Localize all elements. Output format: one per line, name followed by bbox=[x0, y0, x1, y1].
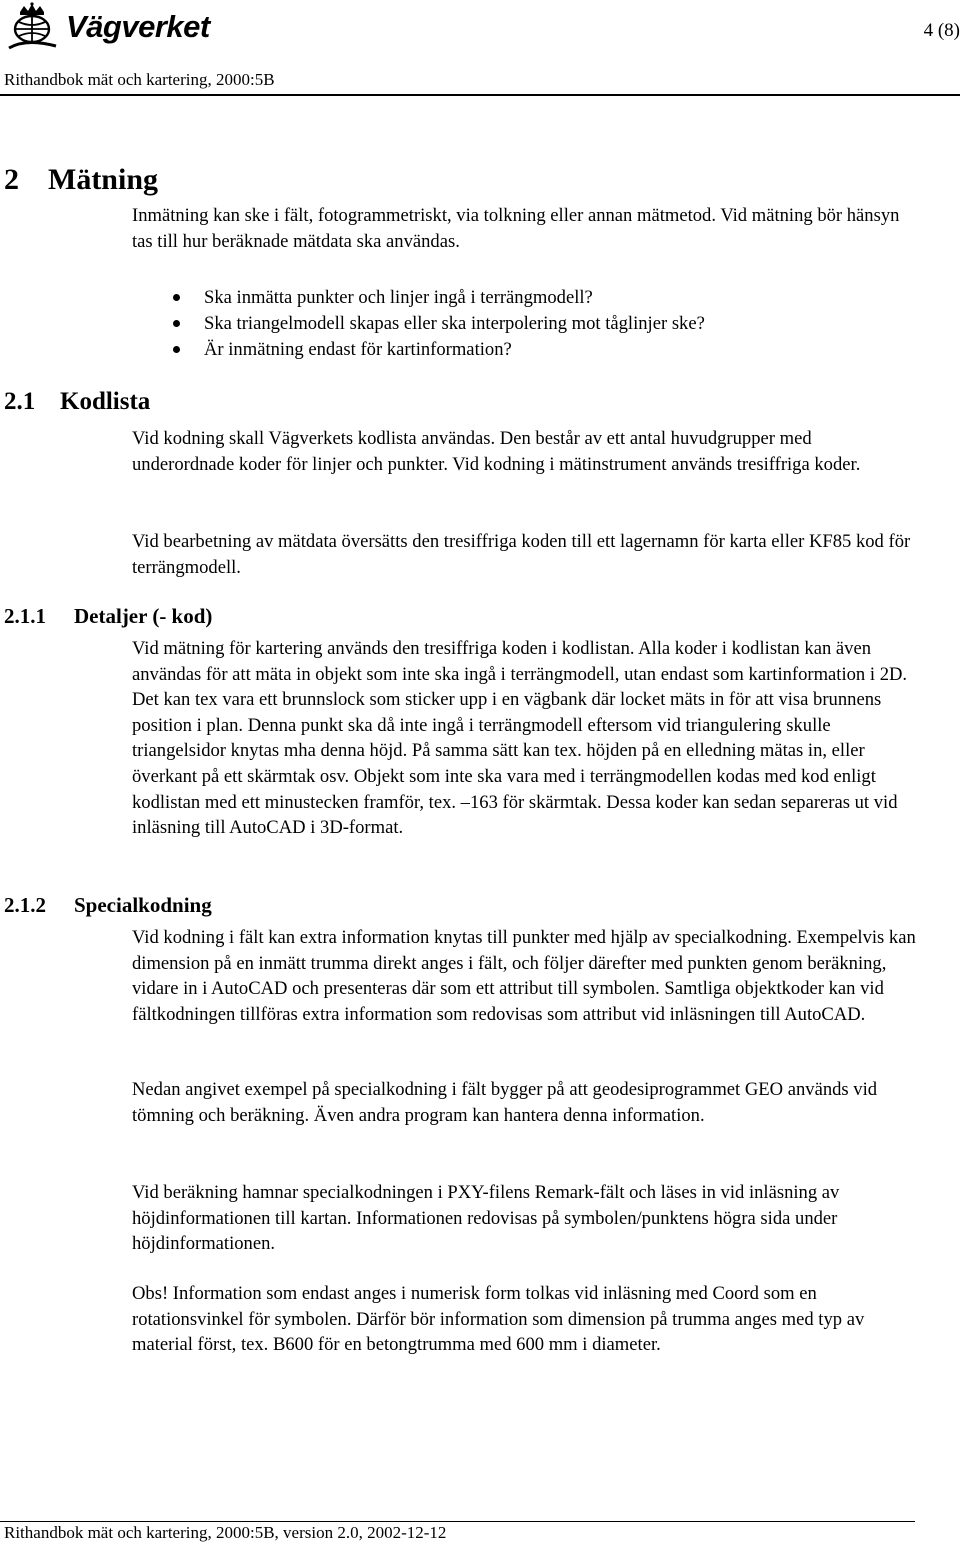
header-divider bbox=[0, 94, 960, 96]
bullet-icon bbox=[173, 320, 180, 327]
list-item: Är inmätning endast för kartinformation? bbox=[132, 337, 705, 363]
vagverket-logo bbox=[6, 2, 221, 52]
heading-section-2-1-1 bbox=[4, 604, 212, 629]
paragraph: Vid kodning skall Vägverkets kodlista användas. Den består av ett antal huvudgrupper med underordnade koder för linjer och punkter. Vid kodning i mätinstrument används tresiffriga koder. bbox=[132, 428, 861, 475]
page-number: 4 (8) bbox=[923, 20, 960, 41]
heading-section-2-1 bbox=[4, 388, 150, 416]
heading-title: Kodlista bbox=[60, 388, 151, 415]
paragraph: Vid kodning i fält kan extra information knytas till punkter med hjälp av specialkodning. Exempelvis kan dimension på en inmätt trumma direkt anges i fält, och följer därefter med punkten genom beräkning, vidare in i AutoCAD och presenteras där som ett attribut till symbolen. Samtliga objektkoder kan vid fältkodningen tillföras extra information som redovisas som attribut vid inläsningen till AutoCAD. bbox=[132, 927, 916, 1025]
paragraph: Vid mätning för kartering används den tresiffriga koden i kodlistan. Alla koder i kodlistan kan även användas för att mäta in objekt som inte ska ingå i terrängmodell, utan endast som kartinformation i 2D. Det kan tex vara ett brunnslock som sticker upp i en vägbank där locket mäts in för att visa brunnens position i plan. Denna punkt ska då inte ingå i terrängmodell eftersom vid triangulering skulle triangelsidor knytas mha denna höjd. På samma sätt kan tex. höjden på en elledning mätas in, eller överkant på ett skärmtak osv. Objekt som inte ska vara med i terrängmodellen kodas med kod enligt kodlistan med ett minustecken framför, tex. –163 för skärmtak. Dessa koder kan sedan separeras ut vid inläsning till AutoCAD i 3D-format. bbox=[132, 638, 908, 839]
heading-number: 2.1.1 bbox=[4, 604, 46, 628]
question-list bbox=[132, 285, 705, 363]
crown-emblem-icon bbox=[6, 2, 58, 52]
list-item: Ska inmätta punkter och linjer ingå i terrängmodell? bbox=[132, 285, 705, 311]
footer-divider bbox=[0, 1521, 915, 1522]
heading-number: 2.1.2 bbox=[4, 893, 46, 917]
paragraph: Obs! Information som endast anges i numerisk form tolkas vid inläsning med Coord som en rotationsvinkel för symbolen. Därför bör information som dimension på trumma anges med typ av material först, tex. B600 för en betongtrumma med 600 mm i diameter. bbox=[132, 1283, 865, 1356]
logo-wordmark: Vägverket bbox=[66, 9, 210, 44]
heading-title: Mätning bbox=[48, 163, 159, 196]
paragraph: Vid bearbetning av mätdata översätts den tresiffriga koden till ett lagernamn för karta eller KF85 kod för terrängmodell. bbox=[132, 531, 911, 578]
bullet-icon bbox=[173, 346, 180, 353]
heading-number: 2 bbox=[4, 163, 19, 196]
heading-title: Specialkodning bbox=[74, 893, 212, 917]
list-item: Ska triangelmodell skapas eller ska interpolering mot tåglinjer ske? bbox=[132, 311, 705, 337]
heading-number: 2.1 bbox=[4, 388, 36, 415]
heading-section-2 bbox=[4, 163, 158, 197]
bullet-icon bbox=[173, 294, 180, 301]
page-footer: Rithandbok mät och kartering, 2000:5B, version 2.0, 2002-12-12 bbox=[4, 1523, 447, 1542]
heading-title: Detaljer (- kod) bbox=[74, 604, 213, 628]
document-reference: Rithandbok mät och kartering, 2000:5B bbox=[4, 70, 275, 89]
paragraph: Vid beräkning hamnar specialkodningen i PXY-filens Remark-fält och läses in vid inläsning av höjdinformationen till kartan. Informationen redovisas på symbolen/punktens högra sida under höjdinformationen. bbox=[132, 1182, 840, 1255]
heading-section-2-1-2 bbox=[4, 893, 212, 918]
section-2-intro: Inmätning kan ske i fält, fotogrammetriskt, via tolkning eller annan mätmetod. Vid mätning bör hänsyn tas till hur beräknade mätdata ska användas. bbox=[132, 205, 900, 252]
paragraph: Nedan angivet exempel på specialkodning i fält bygger på att geodesiprogrammet GEO används vid tömning och beräkning. Även andra program kan hantera denna information. bbox=[132, 1079, 878, 1126]
